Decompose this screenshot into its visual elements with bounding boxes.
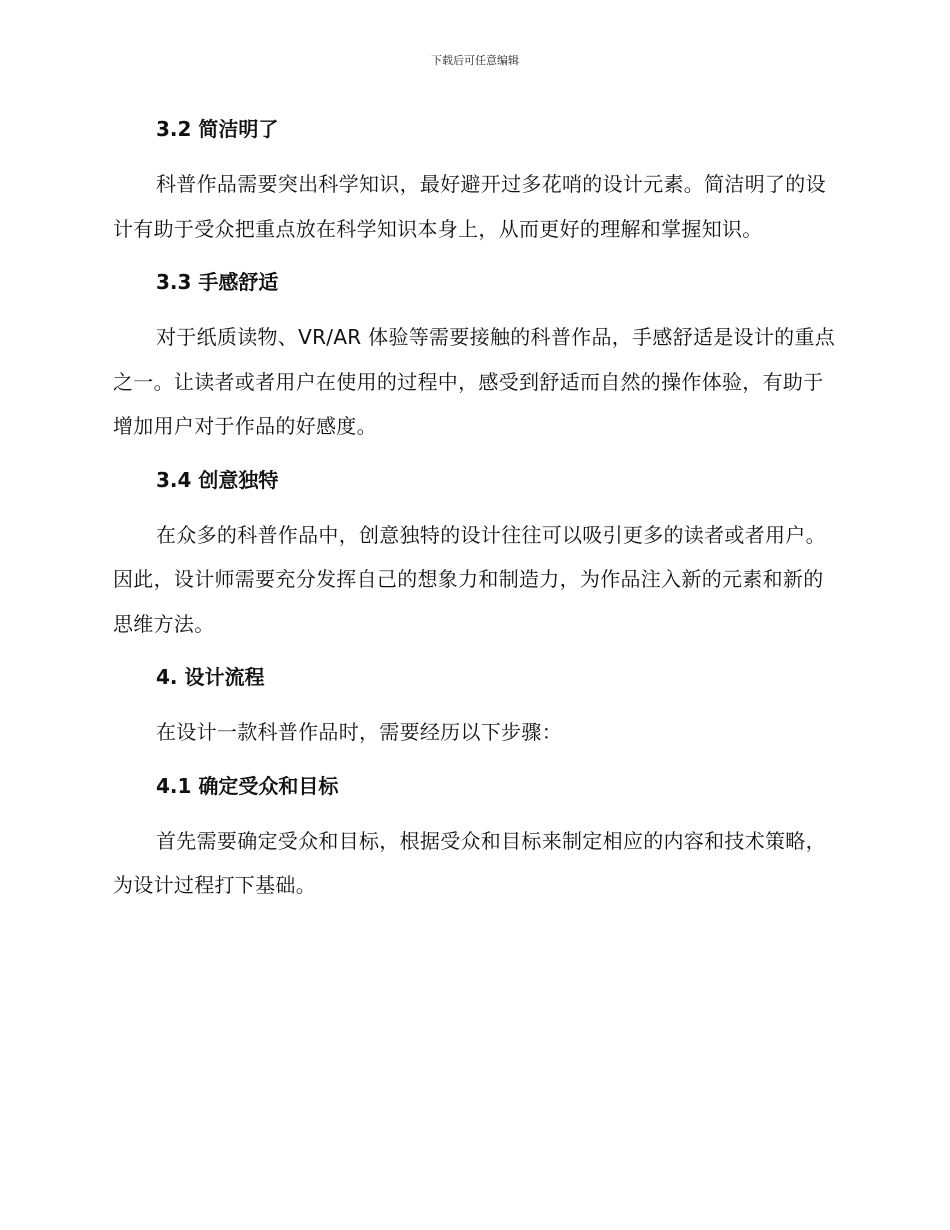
section-heading-4: 4. 设计流程 (156, 665, 265, 689)
section-heading-4-1: 4.1 确定受众和目标 (156, 773, 339, 798)
document-body (113, 112, 838, 908)
section-paragraph-3-3: 对于纸质读物、VR/AR 体验等需要接触的科普作品，手感舒适是设计的重点之一。让读者或者用户在使用的过程中，感受到舒适而自然的操作体验，有助于增加用户对于作品的好感度。 (113, 325, 836, 438)
section-paragraph-4: 在设计一款科普作品时，需要经历以下步骤： (156, 720, 562, 744)
page-header: 下载后可任意编辑 (431, 54, 519, 67)
section-paragraph-3-2: 科普作品需要突出科学知识，最好避开过多花哨的设计元素。简洁明了的设计有助于受众把重点放在科学知识本身上，从而更好的理解和掌握知识。 (113, 172, 826, 241)
section-heading-3-3: 3.3 手感舒适 (156, 270, 279, 294)
section-paragraph-3-4: 在众多的科普作品中，创意独特的设计往往可以吸引更多的读者或者用户。因此，设计师需要充分发挥自己的想象力和制造力，为作品注入新的元素和新的思维方法。 (113, 522, 826, 636)
section-heading-3-2: 3.2 简洁明了 (156, 117, 279, 141)
section-paragraph-4-1: 首先需要确定受众和目标，根据受众和目标来制定相应的内容和技术策略，为设计过程打下基础。 (113, 828, 826, 897)
section-heading-3-4: 3.4 创意独特 (156, 467, 279, 492)
